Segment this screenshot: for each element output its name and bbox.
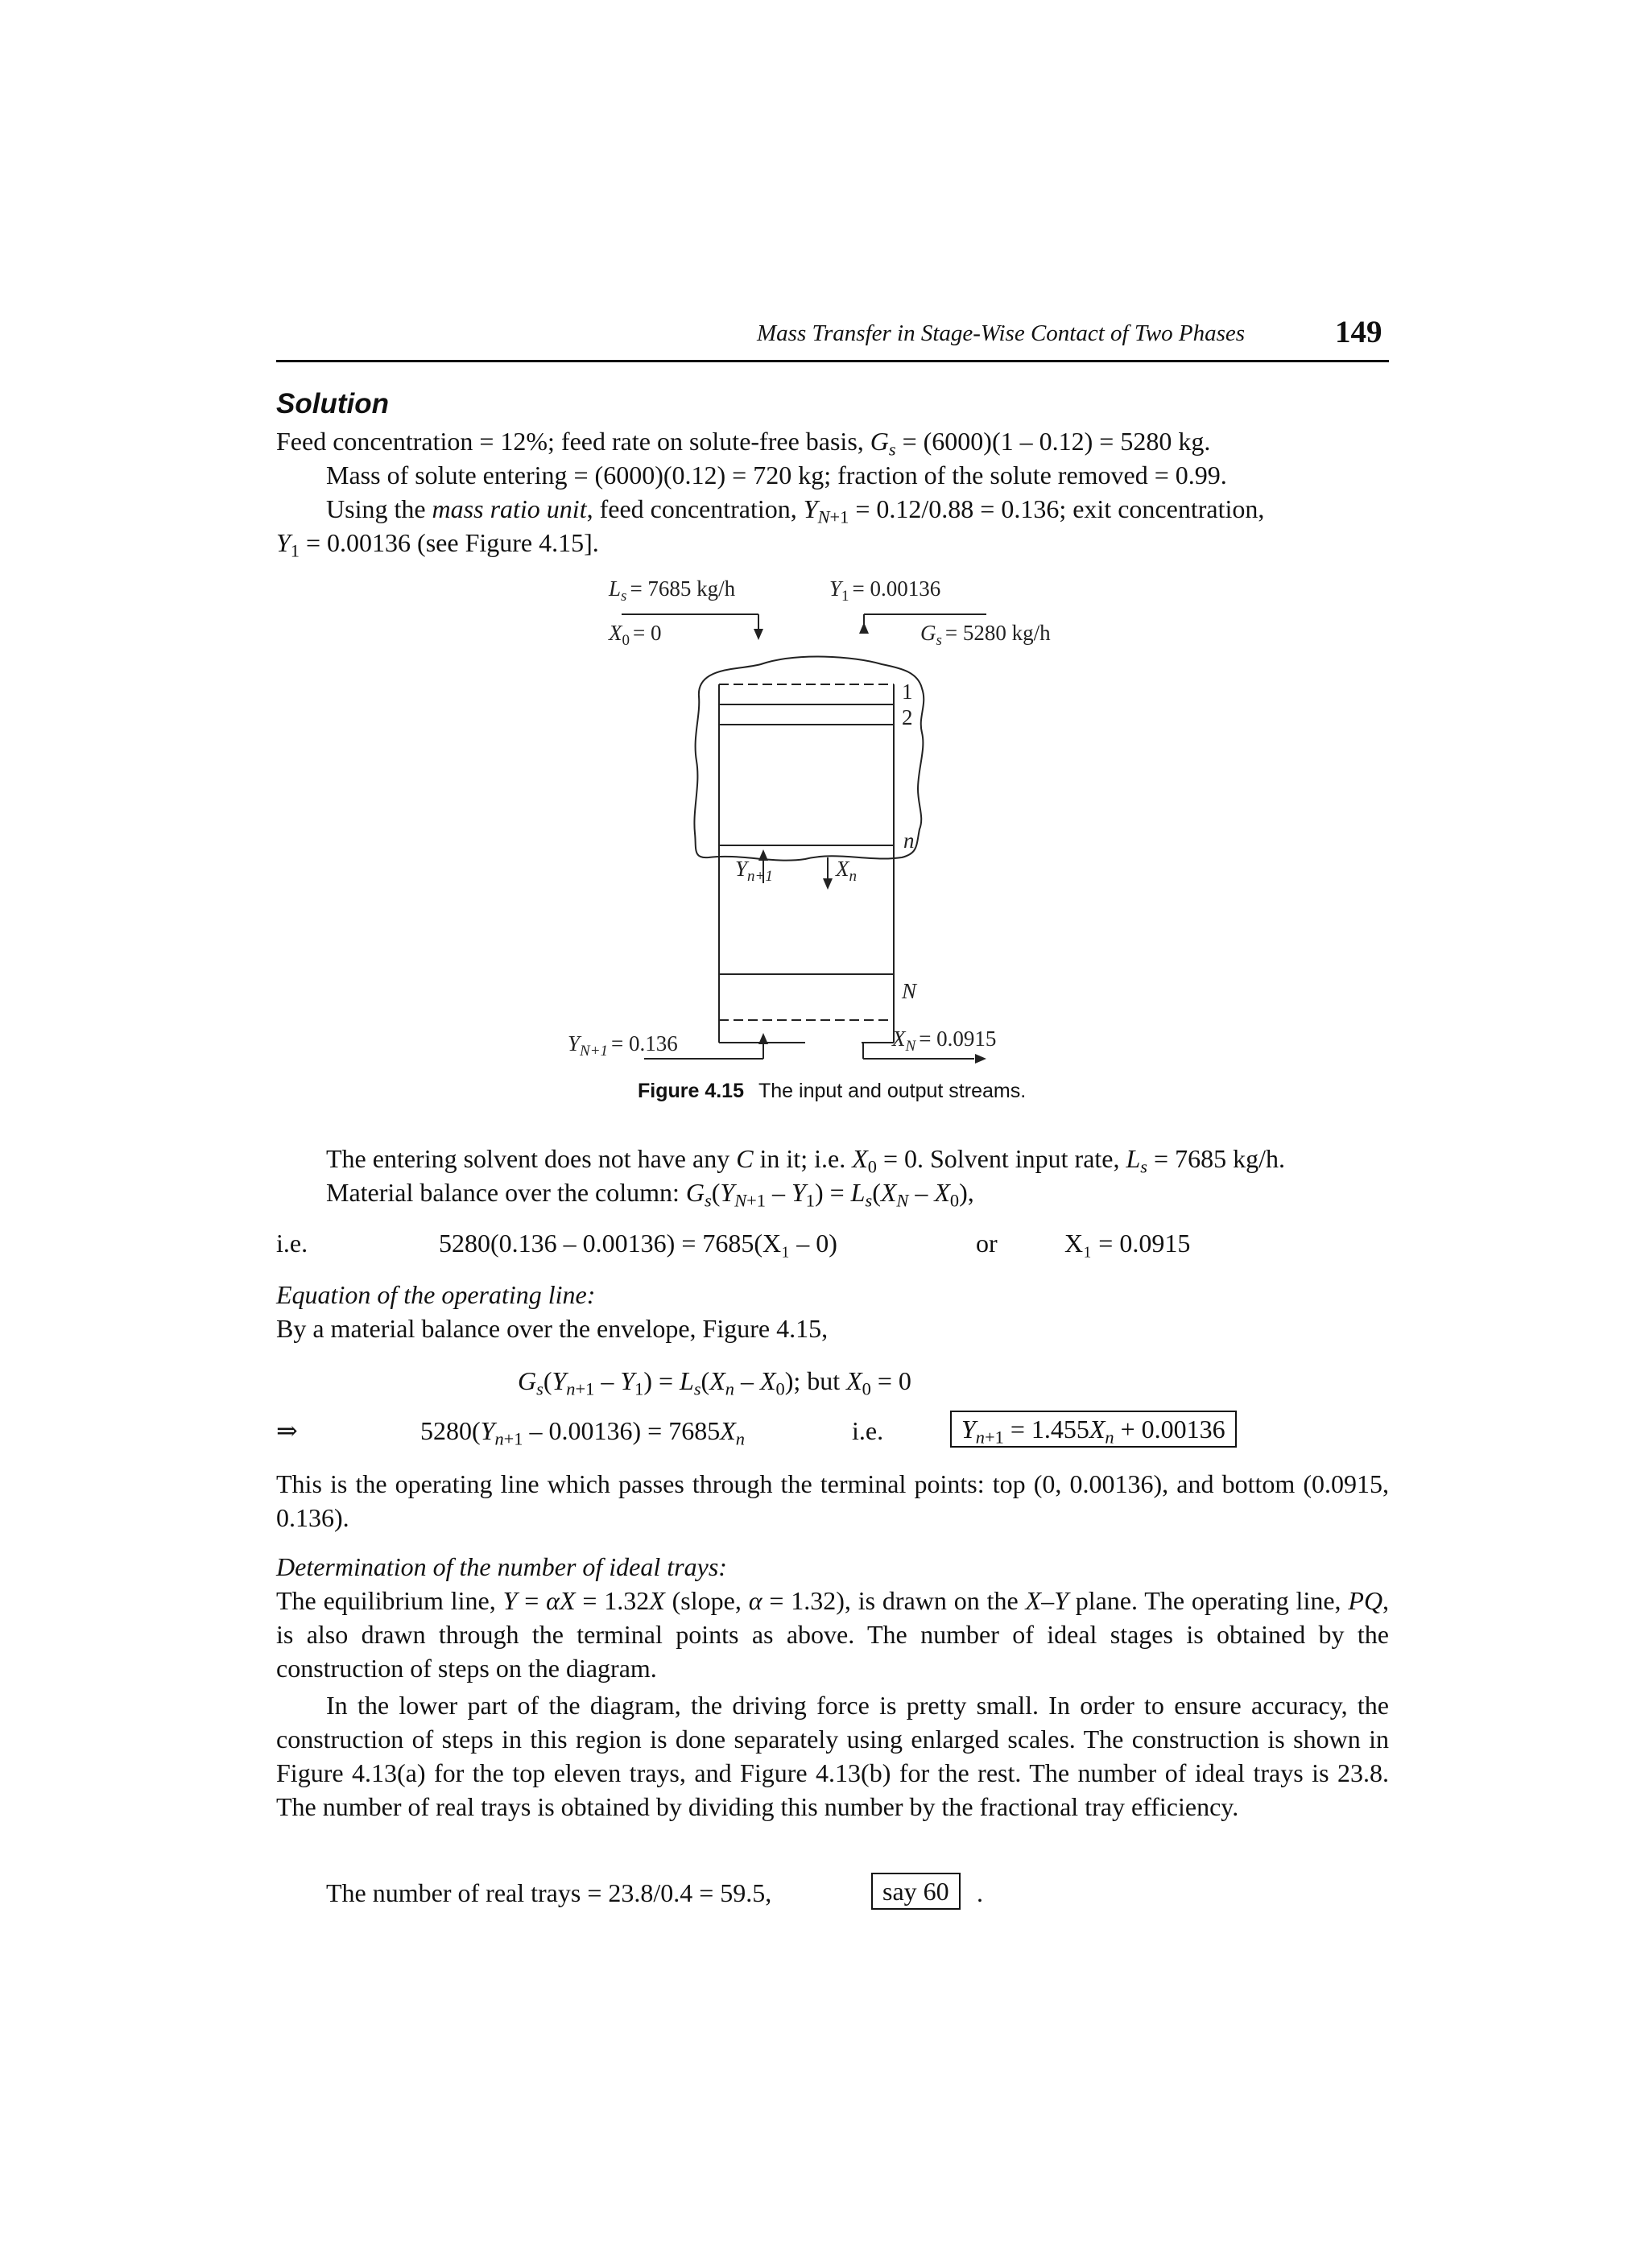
operating-line-result: $Y_{n+1} = 1.455X_n + 0.00136$ <box>950 1411 1237 1448</box>
header-rule <box>276 360 1389 362</box>
svg-text:XN= 0.0915: $X_N = 0.0915$ <box>892 1027 997 1055</box>
intro-line-4: $Y_1 = 0.00136$ (see Figure 4.15]. <box>276 528 599 561</box>
svg-text:YN+1= 0.136: $Y_{N+1} = 0.136$ <box>568 1031 678 1060</box>
svg-text:Xn: $X_n$ <box>836 857 857 885</box>
material-balance-envelope <box>694 657 924 861</box>
svg-text:Y1= 0.00136: $Y_1 = 0.00136$ <box>829 576 941 605</box>
label-gs: G <box>920 621 936 645</box>
ideal-trays-heading: Determination of the number of ideal trays: <box>276 1552 727 1581</box>
driving-force-paragraph: In the lower part of the diagram, the driving force is pretty small. In order to ensure accuracy, the construction of steps in this region is done separately using enlarged scales. The construction is shown in Figure 4.13(a) for the top eleven trays, and Figure 4.13(b) for the rest. The number of ideal trays is 23.8. The number of real trays is obtained by dividing this number by the fractional tray efficiency. <box>276 1691 1389 1821</box>
or-label: or <box>976 1229 998 1258</box>
real-trays-line: The number of real trays = 23.8/0.4 = 59.5, <box>326 1878 772 1907</box>
solvent-line: The entering solvent does not have any C in it; i.e. $X_0 = 0$. Solvent input rate, $L_s = 7685$ kg/h. <box>326 1144 1285 1177</box>
intro-line-2: Mass of solute entering = (6000)(0.12) = 720 kg; fraction of the solute removed = 0.99. <box>326 461 1227 490</box>
svg-text:Gs= 5280 kg/h: $G_s = 5280$ kg/h <box>920 621 1051 649</box>
ie-label: i.e. <box>276 1229 308 1258</box>
label-tray-N: N <box>902 979 917 1003</box>
figure-caption <box>638 1080 1026 1103</box>
label-yn1: Y <box>735 857 748 881</box>
figure-caption-text: The input and output streams. <box>758 1080 1027 1102</box>
column-diagram <box>564 576 1095 1079</box>
label-y1: Y <box>829 576 842 601</box>
real-trays-result: say 60 <box>871 1873 961 1910</box>
label-yN1: Y <box>568 1031 581 1056</box>
figure-label: Figure 4.15 <box>638 1080 744 1102</box>
label-ls: L <box>609 576 622 601</box>
label-tray-n: n <box>903 828 915 853</box>
operating-equation-2: $5280(Y_{n+1} - 0.00136) = 7685X_n$ <box>420 1416 745 1449</box>
intro-line-1: Feed concentration = 12%; feed rate on solute-free basis, $G_s = (6000)(1 - 0.12) = 5280$ kg. <box>276 427 1211 460</box>
balance-line: Material balance over the column: $G_s(Y_{N+1} - Y_1) = L_s(X_N - X_0)$, <box>326 1178 974 1211</box>
equilibrium-paragraph: The equilibrium line, Y = αX = 1.32X (slope, α = 1.32), is drawn on the X–Y plane. The operating line, PQ, is also drawn through the terminal points as above. The number of ideal stages is obtained by the construction of steps on the diagram. <box>276 1586 1390 1683</box>
svg-text:Yn+1: $Y_{n+1}$ <box>735 857 773 885</box>
label-x0: X <box>609 621 622 645</box>
period: . <box>977 1878 983 1907</box>
label-tray-2: 2 <box>902 705 913 729</box>
envelope-line: By a material balance over the envelope, Figure 4.15, <box>276 1314 829 1343</box>
terminal-points-paragraph: This is the operating line which passes through the terminal points: top (0, 0.00136), and bottom (0.0915, 0.136). <box>276 1469 1389 1532</box>
operating-line-heading: Equation of the operating line: <box>276 1280 596 1309</box>
mass-balance-equation: 5280(0.136 – 0.00136) = 7685(X₁ – 0) <box>439 1229 837 1258</box>
solution-heading: Solution <box>276 388 389 419</box>
svg-text:X0= 0: $X_0 = 0$ <box>609 621 662 649</box>
running-header-title: Mass Transfer in Stage-Wise Contact of Two Phases <box>757 320 1246 346</box>
ie-label-2: i.e. <box>852 1416 884 1445</box>
label-xN: X <box>892 1027 906 1051</box>
operating-equation-1: $G_s(Y_{n+1} - Y_1) = L_s(X_n - X_0)$; but $X_0 = 0$ <box>518 1366 911 1399</box>
svg-text:Ls= 7685 kg/h: $L_s = 7685$ kg/h <box>609 576 736 605</box>
page-number: 149 <box>1335 315 1382 349</box>
x1-equation: X₁ = 0.0915 <box>1064 1229 1191 1258</box>
label-xn: X <box>836 857 849 881</box>
label-tray-1: 1 <box>902 680 913 704</box>
intro-line-3: Using the mass ratio unit, feed concentration, $Y_{N+1} = 0.12/0.88 = 0.136$; exit concentration, <box>326 494 1265 527</box>
implies-symbol: ⇒ <box>276 1416 298 1445</box>
